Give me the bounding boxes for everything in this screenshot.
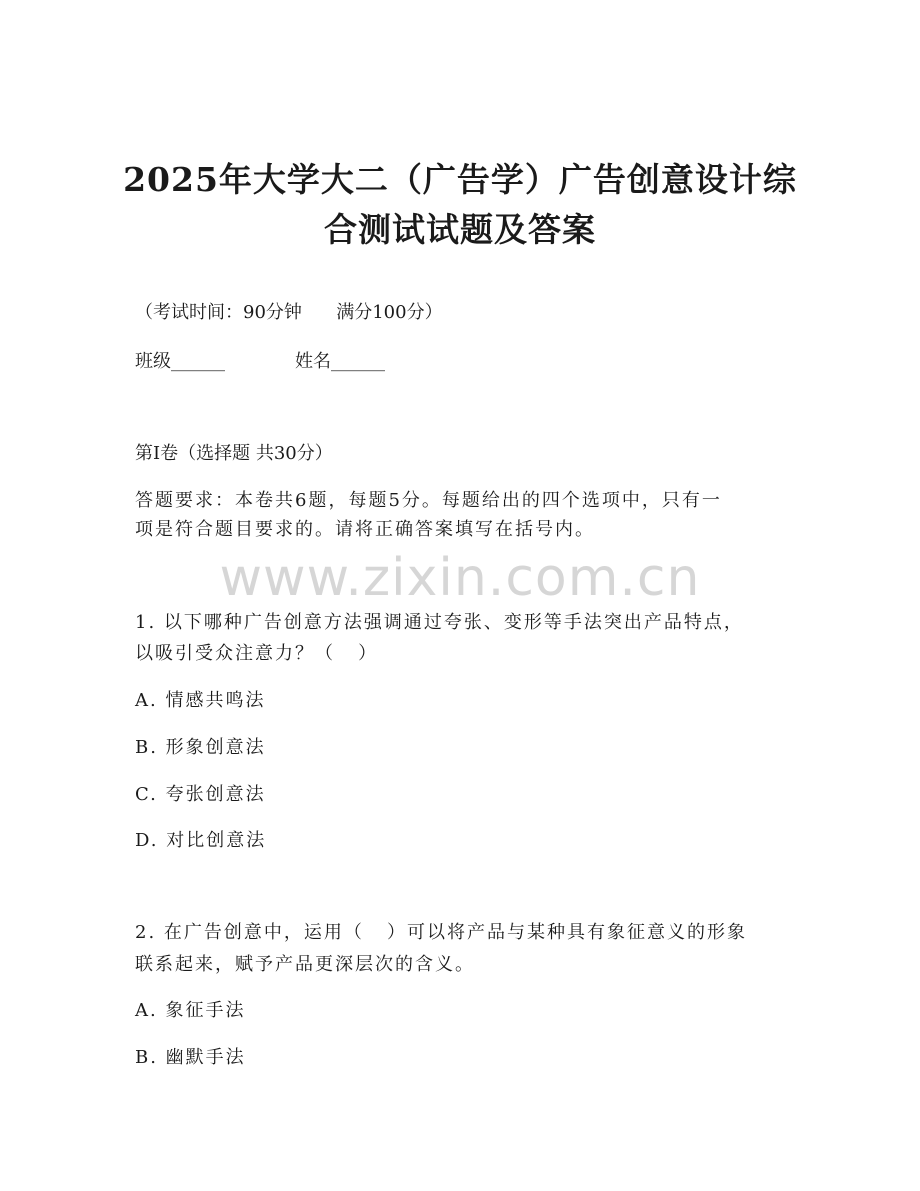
question-stem-line-2: 联系起来，赋予产品更深层次的含义。 — [135, 954, 475, 975]
class-field: 班级______ — [135, 351, 225, 372]
option-b: B. 形象创意法 — [135, 737, 266, 758]
option-a: A. 象征手法 — [135, 1000, 246, 1021]
question-stem-line-1: 2. 在广告创意中，运用（ ）可以将产品与某种具有象征意义的形象 — [135, 922, 748, 943]
document-title-line-2: 合测试试题及答案 — [324, 210, 596, 249]
document-title-line-1: 2025年大学大二（广告学）广告创意设计综 — [123, 160, 797, 199]
instructions-line-2: 项是符合题目要求的。请将正确答案填写在括号内。 — [135, 519, 595, 540]
instructions-line-1: 答题要求：本卷共6题，每题5分。每题给出的四个选项中，只有一 — [135, 490, 722, 511]
section-heading: 第I卷（选择题 共30分） — [135, 443, 333, 464]
option-a: A. 情感共鸣法 — [135, 690, 266, 711]
watermark: www.zixin.com.cn — [219, 548, 701, 608]
exam-info: （考试时间：90分钟 满分100分） — [135, 302, 443, 323]
option-b: B. 幽默手法 — [135, 1047, 246, 1068]
question-stem-line-2: 以吸引受众注意力？（ ） — [135, 643, 379, 664]
option-c: C. 夸张创意法 — [135, 784, 266, 805]
option-d: D. 对比创意法 — [135, 830, 267, 851]
name-field: 姓名______ — [295, 351, 385, 372]
question-stem-line-1: 1. 以下哪种广告创意方法强调通过夸张、变形等手法突出产品特点， — [135, 612, 744, 633]
